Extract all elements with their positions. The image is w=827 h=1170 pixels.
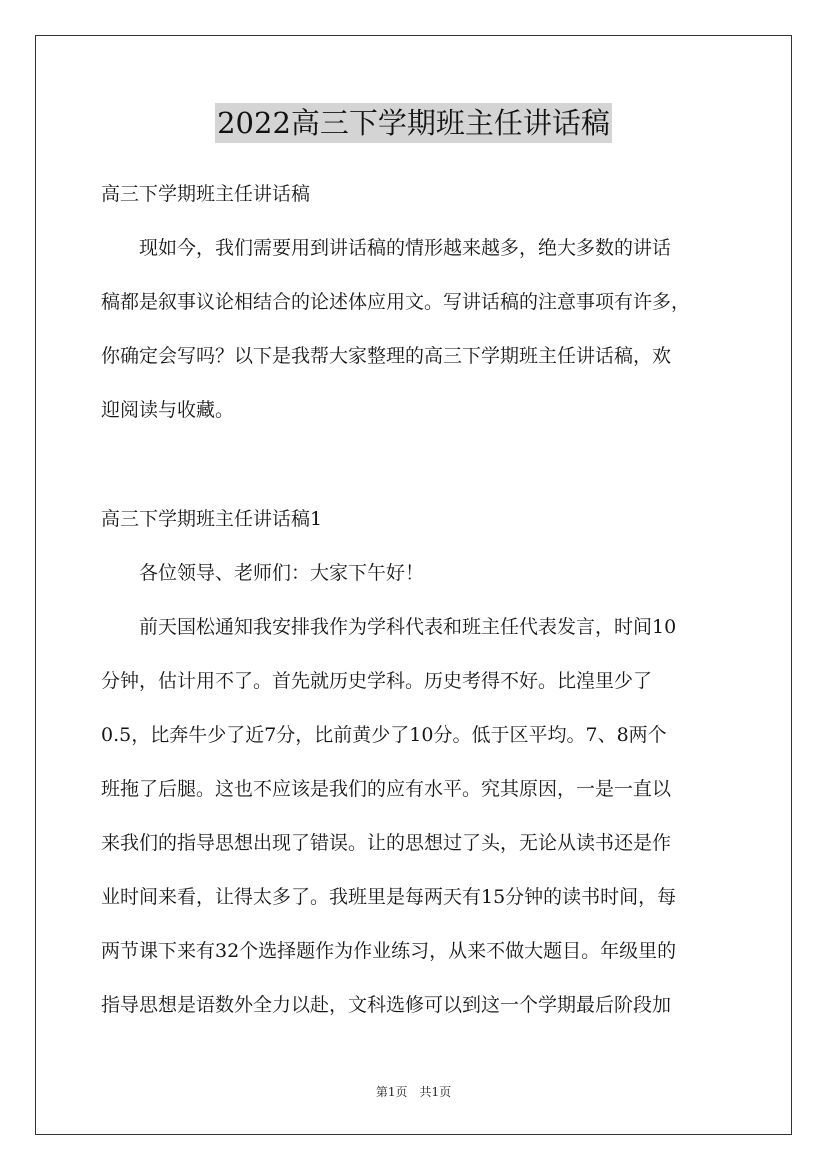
body-line: 迎阅读与收藏。 [101, 399, 235, 421]
body-line: 现如今，我们需要用到讲话稿的情形越来越多，绝大多数的讲话 [101, 237, 672, 259]
page-footer: 第1页 共1页 [375, 1085, 452, 1099]
body-line: 你确定会写吗？以下是我帮大家整理的高三下学期班主任讲话稿，欢 [101, 345, 672, 367]
body-line: 两节课下来有32个选择题作为作业练习，从来不做大题目。年级里的 [101, 940, 677, 962]
title-container [0, 103, 827, 143]
body-line: 指导思想是语数外全力以赴，文科选修可以到这一个学期最后阶段加 [101, 994, 672, 1016]
body-line: 业时间来看，让得太多了。我班里是每两天有15分钟的读书时间，每 [101, 886, 677, 908]
body-line: 0.5，比奔牛少了近7分，比前黄少了10分。低于区平均。7、8两个 [101, 724, 667, 746]
body-line: 稿都是叙事议论相结合的论述体应用文。写讲话稿的注意事项有许多， [101, 291, 691, 313]
body-line: 来我们的指导思想出现了错误。让的思想过了头，无论从读书还是作 [101, 832, 672, 854]
greeting-line: 各位领导、老师们：大家下午好！ [101, 562, 425, 584]
section-heading: 高三下学期班主任讲话稿1 [101, 508, 323, 530]
document-title: 2022高三下学期班主任讲话稿 [215, 103, 612, 143]
body-line: 前天国松通知我安排我作为学科代表和班主任代表发言，时间10 [101, 616, 677, 638]
body-line: 班拖了后腿。这也不应该是我们的应有水平。究其原因，一是一直以 [101, 778, 672, 800]
section-heading: 高三下学期班主任讲话稿 [101, 183, 311, 205]
body-line: 分钟，估计用不了。首先就历史学科。历史考得不好。比湟里少了 [101, 670, 653, 692]
